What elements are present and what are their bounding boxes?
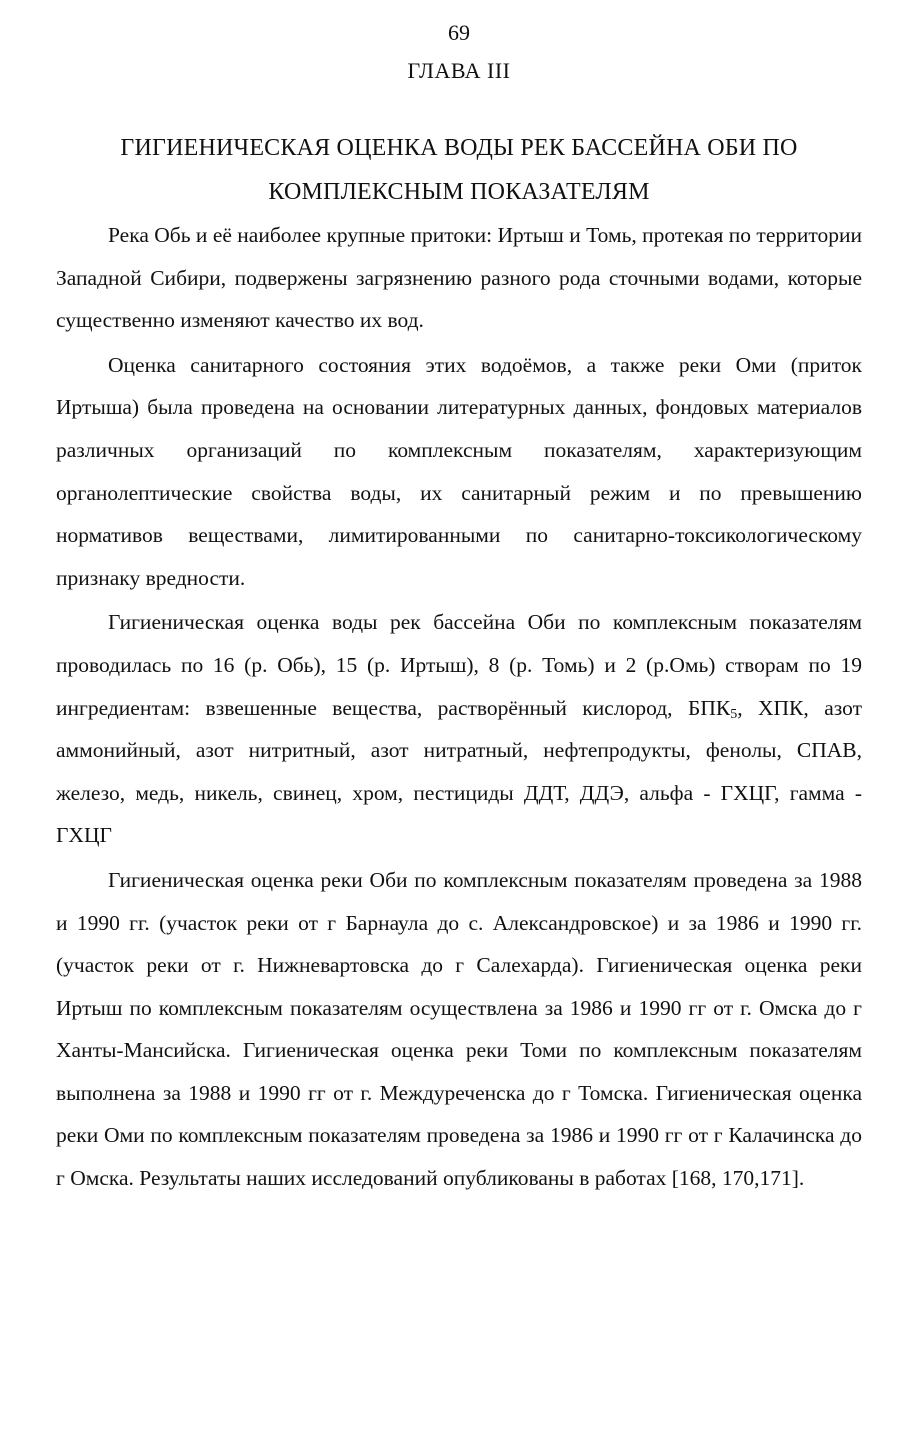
chapter-title	[56, 126, 862, 214]
paragraph-2: Оценка санитарного состояния этих водоёмов, а также реки Оми (приток Иртыша) была проведена на основании литературных данных, фондовых материалов различных организаций по комплексным показателям, характеризующим органолептические свойства воды, их санитарный режим и по превышению нормативов веществами, лимитированными по санитарно-токсикологическому признаку вредности.	[56, 352, 862, 590]
paragraph-4: Гигиеническая оценка реки Оби по комплексным показателям проведена за 1988 и 1990 гг. (участок реки от г Барнаула до с. Александровское) и за 1986 и 1990 гг. (участок реки от г. Нижневартовска до г Салехарда). Гигиеническая оценка реки Иртыш по комплексным показателям осуществлена за 1986 и 1990 гг от г. Омска до г Ханты-Мансийска. Гигиеническая оценка реки Томи по комплексным показателям выполнена за 1988 и 1990 гг от г. Междуреченска до г Томска. Гигиеническая оценка реки Оми по комплексным показателям проведена за 1986 и 1990 гг от г Калачинска до г Омска. Результаты наших исследований опубликованы в работах [168, 170,171].	[56, 867, 862, 1191]
paragraph-3-text-end: , ХПК, азот аммонийный, азот нитритный, азот нитратный, нефтепродукты, фенолы, СПАВ, железо, медь, никель, свинец, хром, пестициды ДДТ, ДДЭ, альфа - ГХЦГ, гамма - ГХЦГ	[56, 695, 862, 848]
document-page	[56, 16, 862, 1200]
chapter-title-text: ГИГИЕНИЧЕСКАЯ ОЦЕНКА ВОДЫ РЕК БАССЕЙНА ОБИ ПО КОМПЛЕКСНЫМ ПОКАЗАТЕЛЯМ	[120, 135, 798, 205]
chapter-heading: ГЛАВА III	[407, 58, 511, 83]
paragraph-3-subscript: 5	[730, 706, 738, 722]
paragraph-3	[56, 601, 862, 857]
page-number: 69	[448, 20, 470, 45]
paragraph-1: Река Обь и её наиболее крупные притоки: Иртыш и Томь, протекая по территории Западной Сибири, подвержены загрязнению разного рода сточными водами, которые существенно изменяют качество их вод.	[56, 223, 862, 333]
paragraph-3-text-start: Гигиеническая оценка воды рек бассейна Оби по комплексным показателям проводилась по 16 (р. Обь), 15 (р. Иртыш), 8 (р. Томь) и 2 (р.Омь) створам по 19 ингредиентам: взвешенные вещества, растворённый кислород, БПК	[56, 610, 862, 720]
